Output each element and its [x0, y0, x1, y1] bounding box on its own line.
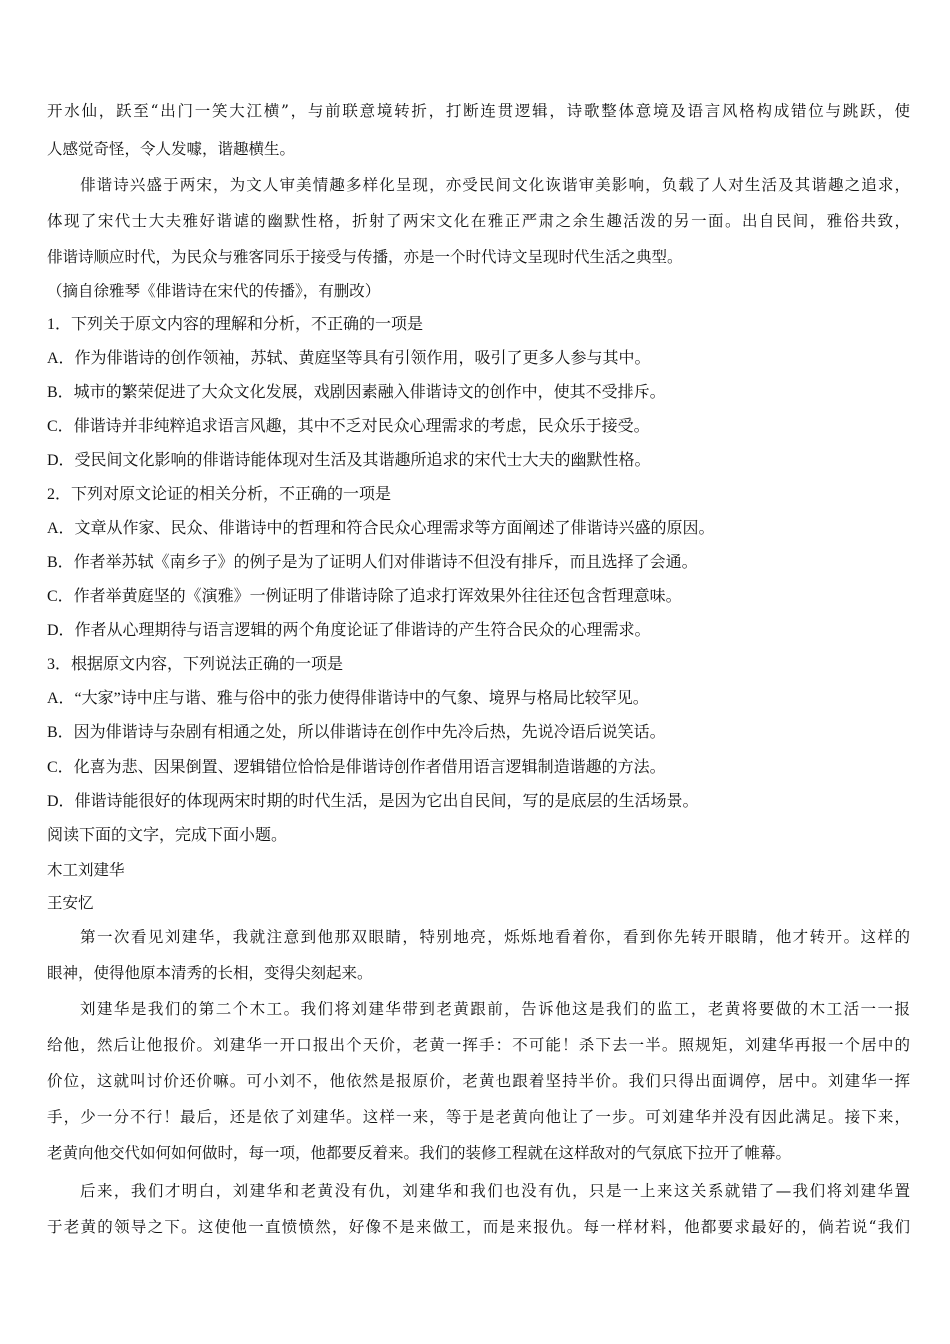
paragraph-line: 给他，然后让他报价。刘建华一开口报出个天价，老黄一挥手：不可能！杀下去一半。照规矩，刘建华再报一个居中的	[47, 1036, 910, 1054]
paragraph-line: 俳谐诗顺应时代，为民众与雅客同乐于接受与传播，亦是一个时代诗文呈现时代生活之典型。	[47, 248, 683, 266]
question-3-option-c: C．化喜为悲、因果倒置、逻辑错位恰恰是俳谐诗创作者借用语言逻辑制造谐趣的方法。	[47, 759, 666, 776]
question-1-option-d: D．受民间文化影响的俳谐诗能体现对生活及其谐趣所追求的宋代士大夫的幽默性格。	[47, 452, 651, 469]
question-1-option-c: C．俳谐诗并非纯粹追求语言风趣，其中不乏对民众心理需求的考虑，民众乐于接受。	[47, 418, 650, 435]
article-title: 木工刘建华	[47, 861, 125, 879]
question-1: 1．下列关于原文内容的理解和分析，不正确的一项是	[47, 316, 424, 333]
paragraph-line: 手，少一分不行！最后，还是依了刘建华。这样一来，等于是老黄向他让了一步。可刘建华并没有因此满足。接下来，	[47, 1108, 910, 1126]
paragraph-line: 开水仙，跃至“出门一笑大江横”，与前联意境转折，打断连贯逻辑，诗歌整体意境及语言风格构成错位与跳跃，使	[47, 102, 910, 120]
question-2-option-b: B．作者举苏轼《南乡子》的例子是为了证明人们对俳谐诗不但没有排斥，而且选择了会通。	[47, 554, 698, 571]
question-2-option-c: C．作者举黄庭坚的《演雅》一例证明了俳谐诗除了追求打诨效果外往往还包含哲理意味。	[47, 588, 682, 605]
paragraph-line: 眼神，使得他原本清秀的长相，变得尖刻起来。	[47, 964, 373, 982]
question-1-option-b: B．城市的繁荣促进了大众文化发展，戏剧因素融入俳谐诗文的创作中，使其不受排斥。	[47, 384, 666, 401]
reading-instruction: 阅读下面的文字，完成下面小题。	[47, 827, 288, 844]
source-citation: （摘自徐雅琴《俳谐诗在宋代的传播》，有删改）	[47, 282, 381, 300]
paragraph-line: 于老黄的领导之下。这使他一直愤愤然，好像不是来做工，而是来报仇。每一样材料，他都要求最好的，倘若说“我们	[47, 1218, 910, 1236]
question-3-option-b: B．因为俳谐诗与杂剧有相通之处，所以俳谐诗在创作中先冷后热，先说冷语后说笑话。	[47, 724, 666, 741]
question-3: 3．根据原文内容，下列说法正确的一项是	[47, 656, 344, 673]
question-3-option-a: A．“大家”诗中庄与谐、雅与俗中的张力使得俳谐诗中的气象、境界与格局比较罕见。	[47, 690, 649, 707]
question-2: 2．下列对原文论证的相关分析，不正确的一项是	[47, 486, 392, 503]
paragraph-line: 体现了宋代士大夫雅好谐谑的幽默性格，折射了两宋文化在雅正严肃之余生趣活泼的另一面。出自民间，雅俗共致，	[47, 212, 910, 230]
paragraph-line: 俳谐诗兴盛于两宋，为文人审美情趣多样化呈现，亦受民间文化诙谐审美影响，负载了人对生活及其谐趣之追求，	[80, 176, 910, 194]
paragraph-line: 老黄向他交代如何如何做时，每一项，他都要反着来。我们的装修工程就在这样敌对的气氛底下拉开了帷幕。	[47, 1144, 792, 1162]
paragraph-line: 人感觉奇怪，令人发噱，谐趣横生。	[47, 140, 296, 158]
question-1-option-a: A．作为俳谐诗的创作领袖，苏轼、黄庭坚等具有引领作用，吸引了更多人参与其中。	[47, 350, 651, 367]
question-3-option-d: D．俳谐诗能很好的体现两宋时期的时代生活，是因为它出自民间，写的是底层的生活场景。	[47, 793, 699, 810]
question-2-option-d: D．作者从心理期待与语言逻辑的两个角度论证了俳谐诗的产生符合民众的心理需求。	[47, 622, 651, 639]
paragraph-line: 后来，我们才明白，刘建华和老黄没有仇，刘建华和我们也没有仇，只是一上来这关系就错了—我们将刘建华置	[80, 1182, 910, 1200]
paragraph-line: 价位，这就叫讨价还价嘛。可小刘不，他依然是报原价，老黄也跟着坚持半价。我们只得出面调停，居中。刘建华一挥	[47, 1072, 910, 1090]
article-author: 王安忆	[47, 894, 94, 912]
question-2-option-a: A．文章从作家、民众、俳谐诗中的哲理和符合民众心理需求等方面阐述了俳谐诗兴盛的原因。	[47, 520, 715, 537]
paragraph-line: 刘建华是我们的第二个木工。我们将刘建华带到老黄跟前，告诉他这是我们的监工，老黄将要做的木工活一一报	[80, 1000, 910, 1018]
paragraph-line: 第一次看见刘建华，我就注意到他那双眼睛，特别地亮，烁烁地看着你，看到你先转开眼睛，他才转开。这样的	[80, 928, 910, 946]
